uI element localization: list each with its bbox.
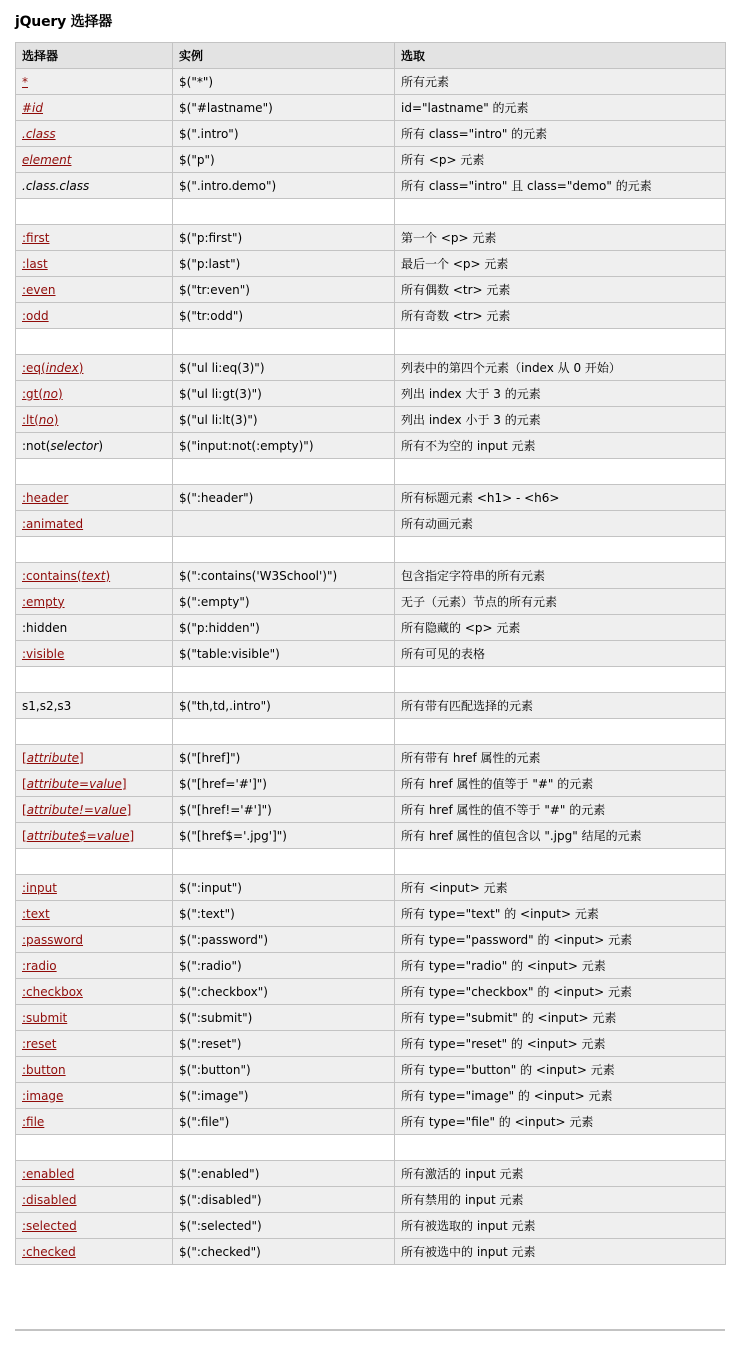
- table-row: [16, 693, 726, 719]
- table-row: [16, 69, 726, 95]
- separator-row: [16, 537, 726, 563]
- selector-link[interactable]: [22, 257, 48, 271]
- selector-link[interactable]: [22, 153, 71, 167]
- example-cell: $(":radio"): [173, 953, 395, 979]
- separator-row: [16, 849, 726, 875]
- example-cell: $("ul li:eq(3)"): [173, 355, 395, 381]
- table-row: [16, 901, 726, 927]
- selector-cell: [16, 1239, 173, 1265]
- selector-text: :odd: [22, 308, 49, 323]
- empty-cell: [173, 719, 395, 745]
- table-row: [16, 303, 726, 329]
- selector-cell: [16, 771, 173, 797]
- selector-text: :gt(: [22, 386, 44, 401]
- empty-cell: [173, 1135, 395, 1161]
- empty-cell: [173, 199, 395, 225]
- empty-cell: [173, 459, 395, 485]
- selector-suffix: ]: [121, 776, 127, 791]
- description-cell: 所有元素: [395, 69, 726, 95]
- selector-text: element: [22, 152, 72, 167]
- table-row: [16, 1005, 726, 1031]
- empty-cell: [173, 849, 395, 875]
- selector-text: :reset: [22, 1036, 57, 1051]
- description-cell: 所有 class="intro" 的元素: [395, 121, 726, 147]
- empty-cell: [395, 1135, 726, 1161]
- description-cell: 列表中的第四个元素（index 从 0 开始）: [395, 355, 726, 381]
- selector-cell: [16, 927, 173, 953]
- selector-cell: [16, 303, 173, 329]
- table-row: [16, 1083, 726, 1109]
- table-row: [16, 511, 726, 537]
- separator-row: [16, 667, 726, 693]
- selector-link[interactable]: [22, 647, 64, 661]
- empty-cell: [395, 199, 726, 225]
- selector-suffix: ]: [79, 750, 84, 765]
- selector-link[interactable]: [22, 1219, 77, 1233]
- selector-cell: [16, 1031, 173, 1057]
- column-header-example: 实例: [173, 43, 395, 69]
- selector-text: [: [22, 776, 27, 791]
- description-cell: 所有不为空的 input 元素: [395, 433, 726, 459]
- example-cell: $("tr:even"): [173, 277, 395, 303]
- selector-link[interactable]: [22, 413, 58, 427]
- selector-cell: [16, 147, 173, 173]
- selector-cell: [16, 875, 173, 901]
- selector-cell: [16, 563, 173, 589]
- description-cell: 所有 type="text" 的 <input> 元素: [395, 901, 726, 927]
- selector-text: :radio: [22, 958, 57, 973]
- selector-argument: attribute$=value: [26, 828, 130, 843]
- selector-text: :submit: [22, 1010, 68, 1025]
- table-row: [16, 1161, 726, 1187]
- table-row: [16, 1213, 726, 1239]
- empty-cell: [173, 667, 395, 693]
- selector-text: :first: [22, 230, 50, 245]
- selector-link[interactable]: [22, 1193, 77, 1207]
- example-cell: $("tr:odd"): [173, 303, 395, 329]
- example-cell: $(":reset"): [173, 1031, 395, 1057]
- selector-cell: [16, 953, 173, 979]
- selector-link[interactable]: [22, 1063, 66, 1077]
- selector-cell: [16, 693, 173, 719]
- example-cell: $(":input"): [173, 875, 395, 901]
- selector-cell: [16, 1109, 173, 1135]
- selector-text: :enabled: [22, 1166, 75, 1181]
- selector-text: #id: [22, 100, 44, 115]
- selector-text: :file: [22, 1114, 45, 1129]
- table-row: [16, 225, 726, 251]
- empty-cell: [16, 537, 173, 563]
- description-cell: 所有 href 属性的值包含以 ".jpg" 结尾的元素: [395, 823, 726, 849]
- selector-link[interactable]: [22, 1037, 56, 1051]
- selector-link[interactable]: [22, 1011, 67, 1025]
- example-cell: $(":disabled"): [173, 1187, 395, 1213]
- selector-link[interactable]: [22, 751, 84, 765]
- description-cell: 无子（元素）节点的所有元素: [395, 589, 726, 615]
- selector-cell: [16, 69, 173, 95]
- page-title: jQuery 选择器: [15, 14, 113, 30]
- selector-link[interactable]: [22, 517, 83, 531]
- description-cell: 所有 href 属性的值等于 "#" 的元素: [395, 771, 726, 797]
- table-row: [16, 147, 726, 173]
- description-cell: 第一个 <p> 元素: [395, 225, 726, 251]
- description-cell: 所有 type="password" 的 <input> 元素: [395, 927, 726, 953]
- example-cell: $(":checkbox"): [173, 979, 395, 1005]
- selector-text: .class: [22, 126, 56, 141]
- table-row: [16, 615, 726, 641]
- selector-cell: [16, 1083, 173, 1109]
- selector-text: :disabled: [22, 1192, 77, 1207]
- example-cell: $("[href$='.jpg']"): [173, 823, 395, 849]
- table-row: [16, 1031, 726, 1057]
- description-cell: 所有奇数 <tr> 元素: [395, 303, 726, 329]
- example-cell: $(":empty"): [173, 589, 395, 615]
- empty-cell: [395, 459, 726, 485]
- selector-link[interactable]: [22, 829, 134, 843]
- selector-text: :last: [22, 256, 48, 271]
- selector-suffix: ): [58, 386, 63, 401]
- description-cell: 所有带有匹配选择的元素: [395, 693, 726, 719]
- description-cell: 所有禁用的 input 元素: [395, 1187, 726, 1213]
- separator-row: [16, 199, 726, 225]
- example-cell: $(":button"): [173, 1057, 395, 1083]
- selector-cell: [16, 277, 173, 303]
- table-row: [16, 485, 726, 511]
- example-cell: $(".intro"): [173, 121, 395, 147]
- separator-row: [16, 329, 726, 355]
- example-cell: $(":password"): [173, 927, 395, 953]
- table-row: [16, 407, 726, 433]
- empty-cell: [16, 1135, 173, 1161]
- table-row: [16, 251, 726, 277]
- example-cell: $("p:last"): [173, 251, 395, 277]
- selector-link[interactable]: [22, 1089, 63, 1103]
- selector-argument: selector: [50, 438, 99, 453]
- description-cell: 所有 type="radio" 的 <input> 元素: [395, 953, 726, 979]
- selector-suffix: ): [98, 438, 104, 453]
- selector-argument: attribute!=value: [26, 802, 127, 817]
- example-cell: $("table:visible"): [173, 641, 395, 667]
- empty-cell: [16, 199, 173, 225]
- description-cell: 所有 type="button" 的 <input> 元素: [395, 1057, 726, 1083]
- empty-cell: [173, 537, 395, 563]
- example-cell: $(":file"): [173, 1109, 395, 1135]
- selector-cell: [16, 901, 173, 927]
- selector-text: :visible: [22, 646, 65, 661]
- selector-text: :password: [22, 932, 84, 947]
- selector-argument: attribute: [26, 750, 80, 765]
- example-cell: $(":contains('W3School')"): [173, 563, 395, 589]
- example-cell: $(":header"): [173, 485, 395, 511]
- selector-link[interactable]: [22, 959, 57, 973]
- example-cell: $("ul li:gt(3)"): [173, 381, 395, 407]
- selector-link[interactable]: [22, 101, 43, 115]
- selector-cell: [16, 589, 173, 615]
- selector-cell: [16, 797, 173, 823]
- example-cell: $("[href]"): [173, 745, 395, 771]
- description-cell: 所有激活的 input 元素: [395, 1161, 726, 1187]
- table-row: [16, 641, 726, 667]
- selector-text: :text: [22, 906, 50, 921]
- selector-text: :hidden: [22, 620, 68, 635]
- example-cell: $("*"): [173, 69, 395, 95]
- example-cell: $("[href='#']"): [173, 771, 395, 797]
- selector-cell: [16, 641, 173, 667]
- selector-link[interactable]: [22, 1115, 44, 1129]
- selector-suffix: ): [78, 360, 84, 375]
- selector-link[interactable]: [22, 881, 57, 895]
- empty-cell: [16, 667, 173, 693]
- empty-cell: [16, 459, 173, 485]
- selector-suffix: ]: [129, 828, 135, 843]
- description-cell: 所有 <input> 元素: [395, 875, 726, 901]
- empty-cell: [395, 719, 726, 745]
- table-row: [16, 745, 726, 771]
- example-cell: $(":enabled"): [173, 1161, 395, 1187]
- example-cell: $("[href!='#']"): [173, 797, 395, 823]
- selector-text: :header: [22, 490, 69, 505]
- separator-row: [16, 1135, 726, 1161]
- selector-link[interactable]: [22, 309, 49, 323]
- description-cell: 所有 href 属性的值不等于 "#" 的元素: [395, 797, 726, 823]
- selector-text: :eq(: [22, 360, 46, 375]
- empty-cell: [395, 849, 726, 875]
- empty-cell: [395, 537, 726, 563]
- selector-text: .class.class: [22, 178, 90, 193]
- selector-cell: [16, 407, 173, 433]
- example-cell: $("p:hidden"): [173, 615, 395, 641]
- selector-argument: no: [38, 412, 54, 427]
- table-row: [16, 1239, 726, 1265]
- selector-link[interactable]: [22, 231, 50, 245]
- selector-link[interactable]: [22, 985, 83, 999]
- selector-cell: [16, 1005, 173, 1031]
- selector-link[interactable]: [22, 907, 50, 921]
- selector-cell: [16, 1213, 173, 1239]
- separator-row: [16, 719, 726, 745]
- example-cell: $("p:first"): [173, 225, 395, 251]
- selector-link[interactable]: [22, 1167, 74, 1181]
- selector-cell: [16, 433, 173, 459]
- description-cell: 所有 type="checkbox" 的 <input> 元素: [395, 979, 726, 1005]
- selector-link[interactable]: [22, 803, 131, 817]
- selector-link[interactable]: [22, 361, 83, 375]
- selector-cell: [16, 1187, 173, 1213]
- table-row: [16, 95, 726, 121]
- selector-cell: [16, 823, 173, 849]
- selector-table: [15, 42, 726, 1265]
- selector-link[interactable]: [22, 491, 68, 505]
- selector-text: [: [22, 750, 27, 765]
- selector-argument: no: [43, 386, 58, 401]
- table-row: [16, 1109, 726, 1135]
- example-cell: $(":text"): [173, 901, 395, 927]
- selector-link[interactable]: [22, 569, 110, 583]
- description-cell: 所有 type="submit" 的 <input> 元素: [395, 1005, 726, 1031]
- description-cell: 包含指定字符串的所有元素: [395, 563, 726, 589]
- example-cell: $(":image"): [173, 1083, 395, 1109]
- description-cell: 所有被选取的 input 元素: [395, 1213, 726, 1239]
- selector-link[interactable]: [22, 595, 65, 609]
- table-row: [16, 121, 726, 147]
- selector-link[interactable]: [22, 777, 127, 791]
- selector-text: :input: [22, 880, 57, 895]
- table-body: [16, 69, 726, 1265]
- separator-row: [16, 459, 726, 485]
- example-cell: $(":submit"): [173, 1005, 395, 1031]
- description-cell: 列出 index 大于 3 的元素: [395, 381, 726, 407]
- selector-text: :animated: [22, 516, 84, 531]
- selector-text: *: [22, 74, 28, 89]
- description-cell: 最后一个 <p> 元素: [395, 251, 726, 277]
- table-row: [16, 381, 726, 407]
- selector-cell: [16, 381, 173, 407]
- description-cell: 所有 type="image" 的 <input> 元素: [395, 1083, 726, 1109]
- table-row: [16, 1187, 726, 1213]
- example-cell: $("ul li:lt(3)"): [173, 407, 395, 433]
- selector-suffix: ]: [126, 802, 132, 817]
- table-row: [16, 277, 726, 303]
- example-cell: $("#lastname"): [173, 95, 395, 121]
- selector-cell: [16, 615, 173, 641]
- table-row: [16, 823, 726, 849]
- selector-cell: [16, 745, 173, 771]
- empty-cell: [16, 329, 173, 355]
- table-row: [16, 979, 726, 1005]
- selector-text: :contains(: [22, 568, 82, 583]
- empty-cell: [16, 719, 173, 745]
- selector-cell: [16, 225, 173, 251]
- description-cell: 所有 type="reset" 的 <input> 元素: [395, 1031, 726, 1057]
- selector-text: [: [22, 802, 27, 817]
- selector-link[interactable]: [22, 127, 56, 141]
- selector-cell: [16, 355, 173, 381]
- selector-text: :image: [22, 1088, 64, 1103]
- selector-link[interactable]: [22, 933, 83, 947]
- table-row: [16, 797, 726, 823]
- example-cell: $("input:not(:empty)"): [173, 433, 395, 459]
- selector-cell: [16, 511, 173, 537]
- example-cell: [173, 511, 395, 537]
- empty-cell: [395, 329, 726, 355]
- description-cell: 所有 type="file" 的 <input> 元素: [395, 1109, 726, 1135]
- table-row: [16, 1057, 726, 1083]
- selector-text: :not(: [22, 438, 51, 453]
- example-cell: $(":checked"): [173, 1239, 395, 1265]
- description-cell: 所有隐藏的 <p> 元素: [395, 615, 726, 641]
- selector-text: :checked: [22, 1244, 76, 1259]
- table-row: [16, 589, 726, 615]
- description-cell: 所有被选中的 input 元素: [395, 1239, 726, 1265]
- example-cell: $("p"): [173, 147, 395, 173]
- description-cell: 所有带有 href 属性的元素: [395, 745, 726, 771]
- example-cell: $(":selected"): [173, 1213, 395, 1239]
- table-row: [16, 563, 726, 589]
- column-header-selector: 选择器: [16, 43, 173, 69]
- selector-link[interactable]: [22, 1245, 76, 1259]
- selector-suffix: ): [53, 412, 59, 427]
- selector-cell: [16, 173, 173, 199]
- selector-text: :selected: [22, 1218, 77, 1233]
- selector-text: :button: [22, 1062, 66, 1077]
- selector-text: s1,s2,s3: [22, 698, 72, 713]
- description-cell: 所有 class="intro" 且 class="demo" 的元素: [395, 173, 726, 199]
- empty-cell: [173, 329, 395, 355]
- description-cell: 所有标题元素 <h1> - <h6>: [395, 485, 726, 511]
- table-header-row: [16, 43, 726, 69]
- description-cell: 所有动画元素: [395, 511, 726, 537]
- selector-text: :lt(: [22, 412, 39, 427]
- selector-cell: [16, 1161, 173, 1187]
- empty-cell: [395, 667, 726, 693]
- table-row: [16, 953, 726, 979]
- description-cell: 所有可见的表格: [395, 641, 726, 667]
- selector-argument: text: [81, 568, 106, 583]
- table-row: [16, 875, 726, 901]
- table-row: [16, 927, 726, 953]
- selector-link[interactable]: [22, 283, 56, 297]
- table-row: [16, 433, 726, 459]
- selector-link[interactable]: [22, 75, 28, 89]
- example-cell: $(".intro.demo"): [173, 173, 395, 199]
- description-cell: 所有偶数 <tr> 元素: [395, 277, 726, 303]
- description-cell: 列出 index 小于 3 的元素: [395, 407, 726, 433]
- description-cell: id="lastname" 的元素: [395, 95, 726, 121]
- selector-text: :checkbox: [22, 984, 83, 999]
- table-row: [16, 355, 726, 381]
- selector-argument: attribute=value: [26, 776, 122, 791]
- selector-cell: [16, 1057, 173, 1083]
- selector-cell: [16, 95, 173, 121]
- selector-suffix: ): [105, 568, 111, 583]
- empty-cell: [16, 849, 173, 875]
- selector-cell: [16, 121, 173, 147]
- bottom-divider: [15, 1329, 725, 1331]
- table-row: [16, 771, 726, 797]
- table-row: [16, 173, 726, 199]
- description-cell: 所有 <p> 元素: [395, 147, 726, 173]
- selector-link[interactable]: [22, 387, 63, 401]
- selector-argument: index: [45, 360, 79, 375]
- selector-text: :even: [22, 282, 56, 297]
- column-header-selection: 选取: [395, 43, 726, 69]
- selector-cell: [16, 979, 173, 1005]
- selector-cell: [16, 251, 173, 277]
- selector-text: [: [22, 828, 27, 843]
- selector-cell: [16, 485, 173, 511]
- selector-text: :empty: [22, 594, 65, 609]
- example-cell: $("th,td,.intro"): [173, 693, 395, 719]
